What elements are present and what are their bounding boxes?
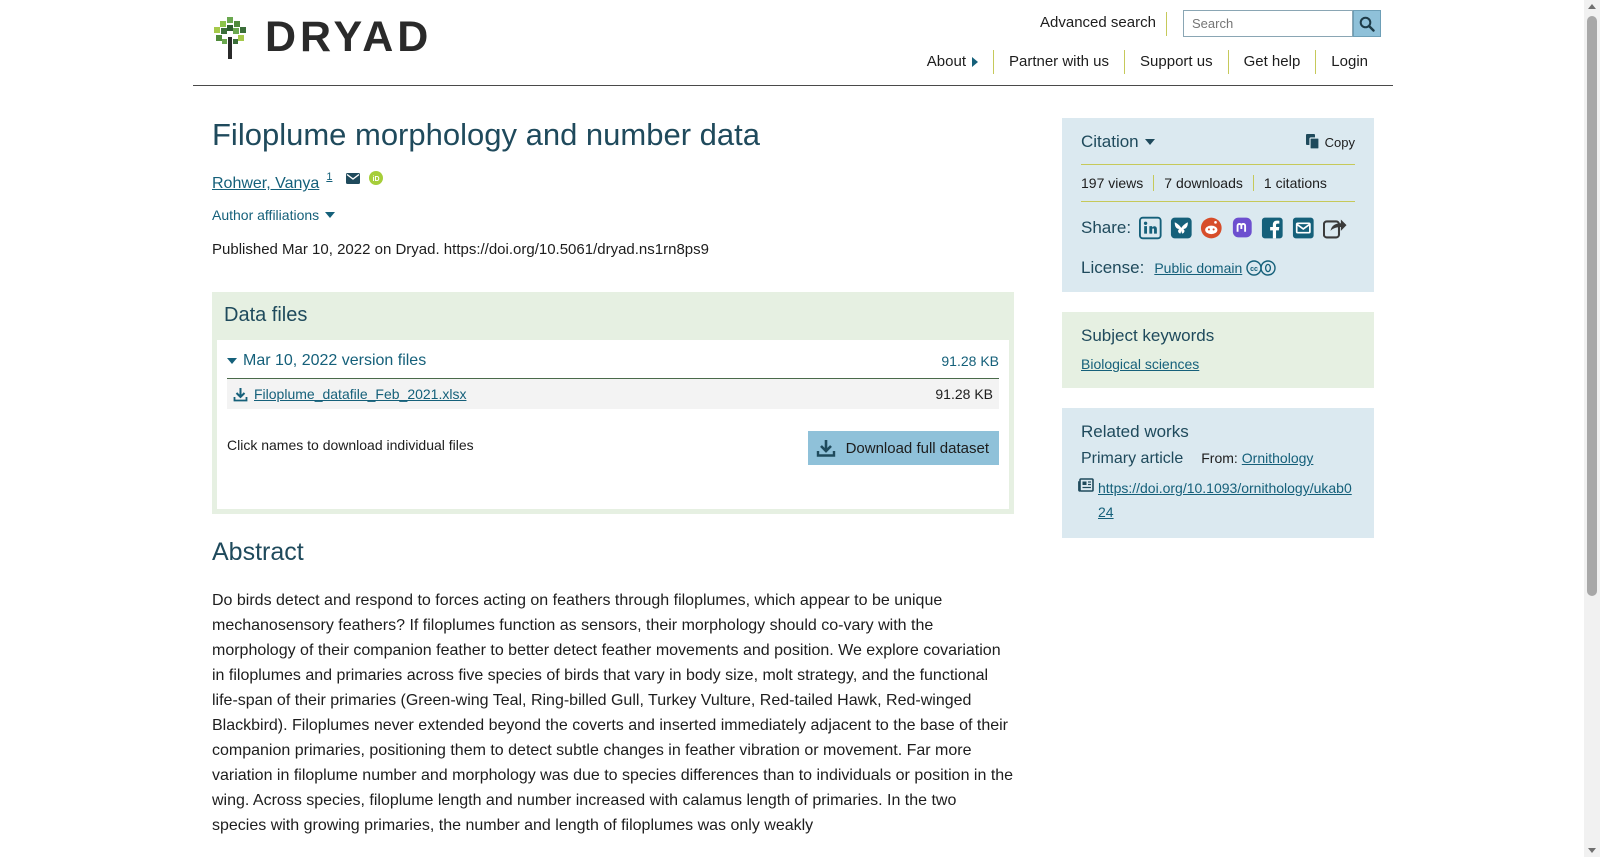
- search-icon: [1359, 16, 1375, 32]
- main-nav: [912, 50, 1383, 74]
- svg-text:iD: iD: [372, 176, 380, 184]
- primary-article-row: [1081, 450, 1355, 468]
- page-scrollbar[interactable]: [1584, 0, 1600, 857]
- license-row: [1081, 258, 1355, 278]
- mastodon-icon[interactable]: [1231, 216, 1254, 240]
- abstract-heading: Abstract: [212, 538, 304, 567]
- advanced-search-link[interactable]: Advanced search: [1040, 14, 1156, 31]
- nav-get-help[interactable]: Get help: [1228, 50, 1316, 74]
- share-row: [1081, 216, 1355, 240]
- license-label: License:: [1081, 258, 1145, 277]
- copy-label: Copy: [1324, 134, 1355, 150]
- related-works-card: [1062, 408, 1374, 538]
- svg-text:cc: cc: [1250, 266, 1259, 273]
- publication-info: Published Mar 10, 2022 on Dryad. https://doi.org/10.5061/dryad.ns1rn8ps9: [212, 241, 709, 259]
- version-row[interactable]: [227, 352, 999, 379]
- scroll-up-icon[interactable]: [1588, 4, 1596, 9]
- share-external-icon[interactable]: [1323, 216, 1347, 240]
- search-button[interactable]: [1353, 10, 1381, 37]
- share-label: Share:: [1081, 218, 1132, 237]
- page-title: Filoplume morphology and number data: [212, 117, 760, 152]
- header-divider: [1166, 12, 1167, 36]
- download-full-dataset-button[interactable]: [808, 431, 999, 465]
- version-toggle[interactable]: [227, 352, 426, 370]
- linkedin-icon[interactable]: [1139, 216, 1162, 240]
- article-icon: [1078, 478, 1094, 492]
- cc-zero-icon: [1246, 260, 1276, 276]
- citation-label: Citation: [1081, 132, 1139, 151]
- nav-login[interactable]: Login: [1315, 50, 1383, 74]
- tree-icon: [213, 15, 247, 59]
- data-files-heading: Data files: [224, 304, 308, 327]
- nav-support[interactable]: Support us: [1124, 50, 1228, 74]
- search-input[interactable]: [1183, 10, 1353, 37]
- caret-down-icon: [325, 212, 335, 218]
- caret-right-icon: [972, 57, 978, 67]
- scroll-down-icon[interactable]: [1588, 848, 1596, 853]
- file-download-link[interactable]: Filoplume_datafile_Feb_2021.xlsx: [254, 386, 467, 403]
- file-row: [227, 379, 999, 409]
- primary-article-label: Primary article: [1081, 450, 1184, 467]
- metrics-row: [1081, 165, 1355, 202]
- author-link[interactable]: Rohwer, Vanya: [212, 175, 320, 193]
- site-header: [193, 0, 1393, 86]
- file-size: 91.28 KB: [935, 386, 993, 403]
- nav-partner[interactable]: Partner with us: [993, 50, 1124, 74]
- copy-citation-button[interactable]: [1306, 134, 1355, 150]
- views-count: 197 views: [1081, 175, 1144, 191]
- facebook-icon[interactable]: [1261, 216, 1284, 240]
- download-icon: [233, 387, 248, 402]
- related-doi-link[interactable]: https://doi.org/10.1093/ornithology/ukab024: [1098, 480, 1352, 520]
- logo-wordmark: DRYAD: [265, 12, 433, 61]
- keywords-heading: Subject keywords: [1081, 326, 1215, 345]
- downloads-count: 7 downloads: [1153, 175, 1253, 191]
- author-affiliation-number[interactable]: 1: [326, 171, 333, 184]
- copy-icon: [1306, 134, 1320, 150]
- related-works-heading: Related works: [1081, 422, 1189, 441]
- dryad-logo[interactable]: [213, 12, 433, 61]
- abstract-text: Do birds detect and respond to forces acting on feathers through filoplumes, which appear to be unique mechanosensory feathers? If filoplumes function as sensors, their morphology should co-vary with the morphology of their companion feather to better detect feather movements and position. We explore covariation in filoplumes and primaries across five species of birds that vary in body size, molt strategy, and the functional life-span of their primaries (Green-wing Teal, Ring-billed Gull, Turkey Vulture, Red-tailed Hawk, Red-winged Blackbird). Filoplumes never extended beyond the coverts and inserted immediately adjacent to the base of their companion primaries, positioning them to detect subtle changes in feather vibration or movement. Far more variation in filoplume number and morphology was due to species differences than to individuals or position in the wing. Across species, filoplume length and number increased with calamus length of primaries. In the two species with growing primaries, the number and length of filoplumes was only weakly: [212, 591, 1014, 834]
- caret-down-icon: [227, 358, 237, 364]
- data-files-panel: [212, 292, 1014, 514]
- main-content: [212, 100, 1014, 854]
- download-hint: Click names to download individual files: [227, 437, 474, 454]
- author-affiliations-label: Author affiliations: [212, 207, 320, 224]
- caret-down-icon: [1145, 139, 1155, 145]
- citations-count: 1 citations: [1253, 175, 1337, 191]
- citation-toggle[interactable]: [1081, 132, 1155, 152]
- download-row: [227, 425, 999, 465]
- bluesky-icon[interactable]: [1170, 216, 1193, 240]
- data-files-body: [217, 340, 1009, 509]
- from-label: From:: [1201, 450, 1238, 466]
- nav-about-label: About: [926, 53, 966, 70]
- author-affiliations-toggle[interactable]: [212, 207, 1014, 223]
- journal-link[interactable]: Ornithology: [1241, 450, 1314, 466]
- email-icon[interactable]: [346, 173, 360, 184]
- download-button-label: Download full dataset: [845, 439, 989, 457]
- scrollbar-thumb[interactable]: [1587, 16, 1597, 596]
- related-doi-row: [1078, 476, 1355, 524]
- file-entry: [233, 386, 466, 402]
- orcid-icon[interactable]: [369, 171, 383, 185]
- author-row: [212, 171, 1014, 193]
- reddit-icon[interactable]: [1200, 216, 1223, 240]
- version-label: Mar 10, 2022 version files: [243, 352, 427, 370]
- nav-about[interactable]: [912, 50, 993, 74]
- version-size: 91.28 KB: [941, 353, 999, 370]
- email-share-icon[interactable]: [1292, 216, 1315, 240]
- citation-header: [1081, 132, 1355, 165]
- keyword-link[interactable]: Biological sciences: [1081, 356, 1200, 372]
- download-icon: [816, 439, 836, 457]
- citation-card: [1062, 118, 1374, 292]
- license-link[interactable]: Public domain: [1154, 260, 1243, 276]
- sidebar: [1062, 118, 1374, 558]
- subject-keywords-card: [1062, 312, 1374, 388]
